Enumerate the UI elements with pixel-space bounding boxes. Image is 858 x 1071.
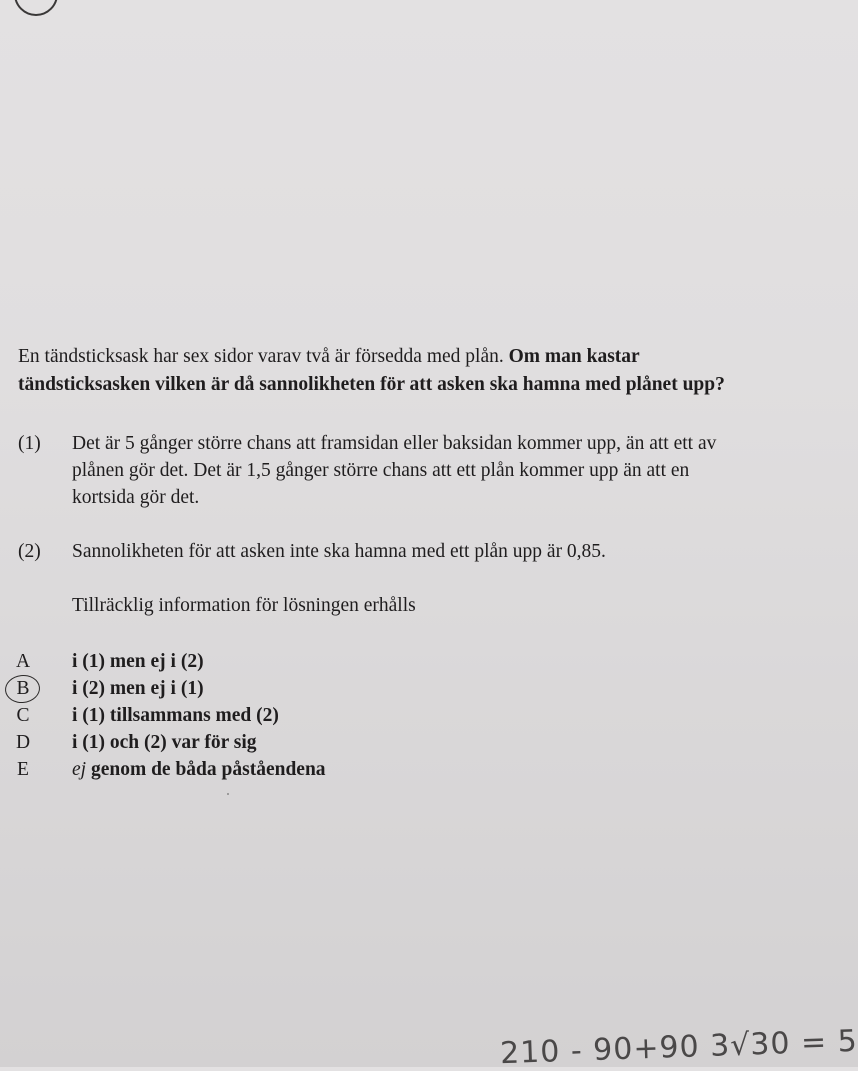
statement-line: Det är 5 gånger större chans att framsidan eller baksidan kommer upp, än att ett av bbox=[72, 433, 717, 454]
option-text: i (2) men ej i (1) bbox=[72, 678, 204, 699]
option-a[interactable] bbox=[0, 648, 800, 675]
option-letter: A bbox=[15, 651, 31, 672]
statement-line: plånen gör det. Det är 1,5 gånger större chans att ett plån kommer upp än att en bbox=[72, 460, 690, 481]
option-e[interactable] bbox=[0, 756, 800, 783]
option-d[interactable] bbox=[0, 729, 800, 756]
option-c[interactable] bbox=[0, 702, 800, 729]
statement-line: Sannolikheten för att asken inte ska hamna med ett plån upp är 0,85. bbox=[72, 541, 606, 562]
circle-mark-icon bbox=[14, 0, 58, 16]
option-text-e bbox=[72, 756, 326, 783]
handwritten-calculation: 210 - 90+90 3√30 = 5 bbox=[499, 1023, 858, 1071]
problem-intro bbox=[18, 343, 818, 399]
statement-number: (2) bbox=[18, 541, 41, 562]
option-letter: D bbox=[15, 732, 31, 753]
instruction-text: Tillräcklig information för lösningen erhålls bbox=[72, 595, 416, 616]
option-letter: E bbox=[17, 759, 29, 780]
intro-question-part-2: tändsticksasken vilken är då sannolikheten för att asken ska hamna med plånet upp? bbox=[18, 374, 725, 395]
option-text-rest: genom de båda påståendena bbox=[86, 759, 326, 780]
paper-speck bbox=[227, 793, 229, 795]
option-b[interactable] bbox=[0, 675, 800, 702]
option-text: i (1) men ej i (2) bbox=[72, 651, 204, 672]
option-text: i (1) och (2) var för sig bbox=[72, 732, 257, 753]
option-text-italic: ej bbox=[72, 759, 87, 780]
statement-number: (1) bbox=[18, 433, 41, 454]
intro-regular: En tändsticksask har sex sidor varav två är försedda med plån. bbox=[18, 346, 509, 367]
option-letter-circled: B bbox=[14, 675, 32, 702]
option-letter: C bbox=[16, 705, 30, 726]
intro-question-part-1: Om man kastar bbox=[508, 346, 640, 367]
option-text: i (1) tillsammans med (2) bbox=[72, 705, 279, 726]
statement-line: kortsida gör det. bbox=[72, 487, 200, 508]
answer-options bbox=[0, 648, 800, 783]
